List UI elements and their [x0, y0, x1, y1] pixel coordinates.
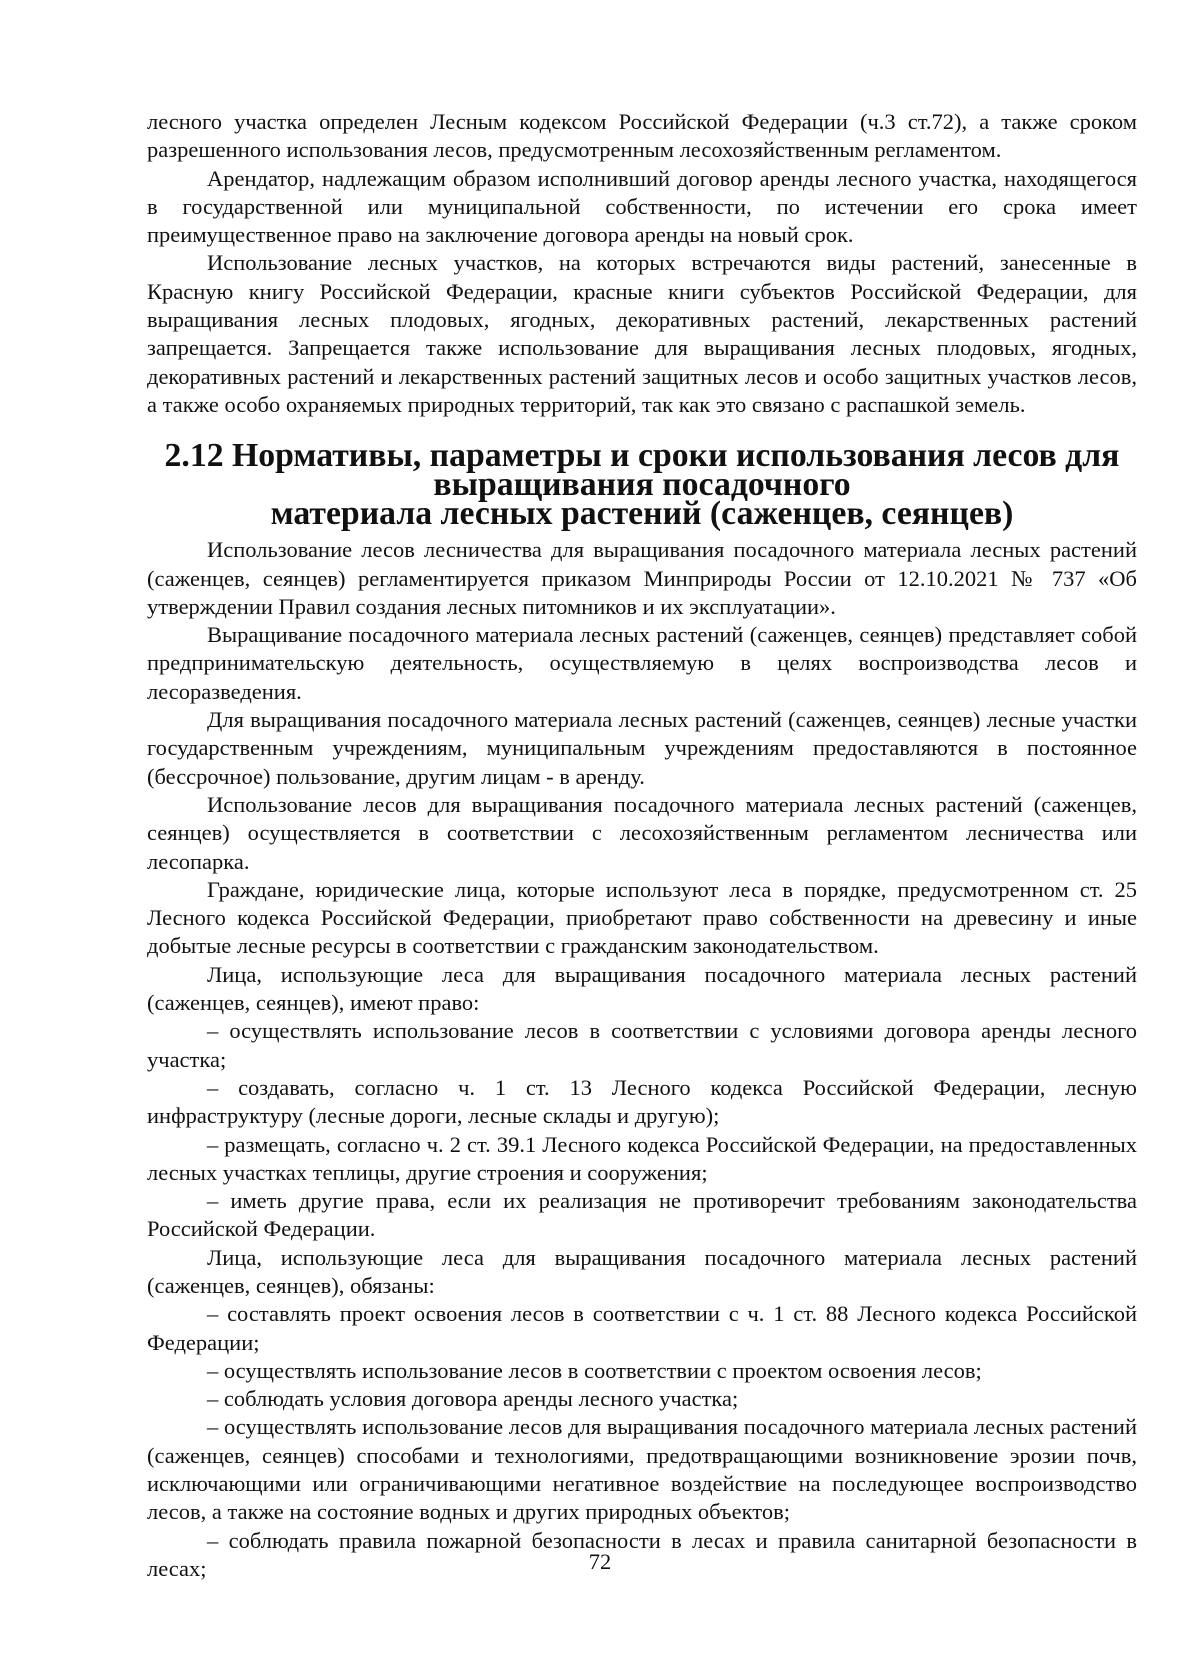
paragraph-land-provision: Для выращивания посадочного материала лесных растений (саженцев, сеянцев) лесные участки государственным учреждениям, муниципальным учреждениям предоставляются в постоянное (бессрочное) пользование, другим лицам - в аренду. — [147, 707, 1137, 789]
paragraph-forestry-regulation: Использование лесов для выращивания посадочного материала лесных растений (саженцев, сеянцев) осуществляется в соответствии с лесохозяйственным регламентом лесничества или лесопарка. — [147, 791, 1137, 874]
document-page — [147, 108, 1137, 1583]
paragraph-business-activity: Выращивание посадочного материала лесных растений (саженцев, сеянцев) представляет собой предпринимательскую деятельность, осуществляемую в целях воспроизводства лесов и лесоразведения. — [147, 622, 1137, 704]
list-item-right-other: – иметь другие права, если их реализация не противоречит требованиям законодательства Российской Федерации. — [147, 1188, 1137, 1242]
list-item-obligation-technology: – осуществлять использование лесов для выращивания посадочного материала лесных растений (саженцев, сеянцев) способами и технологиями, предотвращающими возникновение эрозии почв, исключающими или ограничивающими негативное воздействие на последующее воспроизводство лесов, а также на состояние водных и других природных объектов; — [147, 1414, 1137, 1525]
list-item-right-use: – осуществлять использование лесов в соответствии с условиями договора аренды лесного участка; — [147, 1018, 1137, 1072]
list-item-right-greenhouses: – размещать, согласно ч. 2 ст. 39.1 Лесного кодекса Российской Федерации, на предоставленных лесных участках теплицы, другие строения и сооружения; — [147, 1131, 1137, 1185]
paragraph-obligations-intro: Лица, использующие леса для выращивания посадочного материала лесных растений (саженцев, сеянцев), обязаны: — [147, 1244, 1137, 1298]
list-item-obligation-lease-terms: – соблюдать условия договора аренды лесного участка; — [207, 1386, 739, 1412]
list-item-obligation-safety: – соблюдать правила пожарной безопасности в лесах и правила санитарной безопасности в лесах; — [147, 1527, 1137, 1581]
page-number: 72 — [588, 1549, 612, 1574]
list-item-right-infrastructure: – создавать, согласно ч. 1 ст. 13 Лесного кодекса Российской Федерации, лесную инфраструктуру (лесные дороги, лесные склады и другую); — [147, 1074, 1137, 1129]
paragraph-regulation-order: Использование лесов лесничества для выращивания посадочного материала лесных растений (саженцев, сеянцев) регламентируется приказом Минприроды России от 12.10.2021 № 737 «Об утверждении Правил создания лесных питомников и их эксплуатации». — [147, 537, 1137, 619]
section-heading-line-2: материала лесных растений (саженцев, сеянцев) — [270, 495, 1014, 533]
section-heading-line-1: 2.12 Нормативы, параметры и сроки использования лесов для выращивания посадочного — [164, 437, 1120, 504]
paragraph-lease-renewal: Арендатор, надлежащим образом исполнивший договор аренды лесного участка, находящегося в государственной или муниципальной собственности, по истечении его срока имеет преимущественное право на заключение договора аренды на новый срок. — [147, 165, 1137, 248]
list-item-obligation-use: – осуществлять использование лесов в соответствии с проектом освоения лесов; — [207, 1357, 982, 1383]
list-item-obligation-project: – составлять проект освоения лесов в соответствии с ч. 1 ст. 88 Лесного кодекса Российской Федерации; — [147, 1301, 1137, 1355]
section-heading — [147, 437, 1137, 533]
paragraph-ownership-rights: Граждане, юридические лица, которые используют леса в порядке, предусмотренном ст. 25 Лесного кодекса Российской Федерации, приобретают право собственности на древесину и иные добытые лесные ресурсы в соответствии с гражданским законодательством. — [147, 876, 1137, 959]
paragraph-rights-intro: Лица, использующие леса для выращивания посадочного материала лесных растений (саженцев, сеянцев), имеют право: — [147, 961, 1137, 1016]
paragraph-continuation: лесного участка определен Лесным кодексом Российской Федерации (ч.3 ст.72), а также сроком разрешенного использования лесов, предусмотренным лесохозяйственным регламентом. — [147, 109, 1137, 163]
paragraph-red-book-restriction: Использование лесных участков, на которых встречаются виды растений, занесенные в Красную книгу Российской Федерации, красные книги субъектов Российской Федерации, для выращивания лесных плодовых, ягодных, декоративных растений, лекарственных растений запрещается. Запрещается также использование для выращивания лесных плодовых, ягодных, декоративных растений и лекарственных растений защитных лесов и особо защитных участков лесов, а также особо охраняемых природных территорий, так как это связано с распашкой земель. — [147, 250, 1137, 417]
